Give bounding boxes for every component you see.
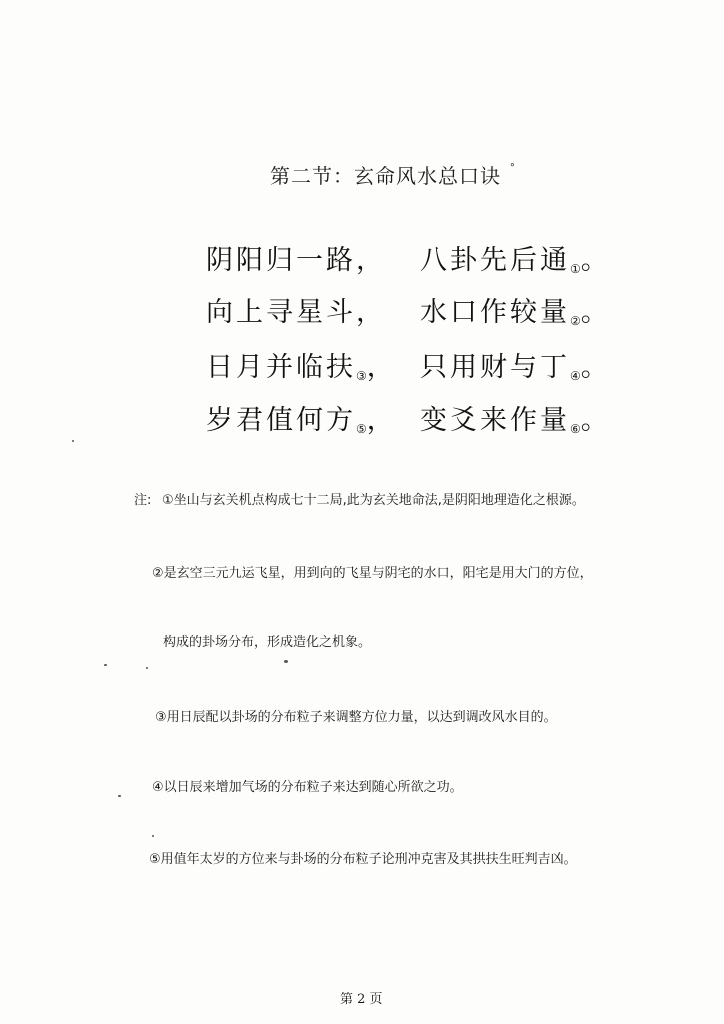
verse-4-left: 岁君值何方⑤， <box>206 405 397 436</box>
verse-2-left: 向上寻星斗， <box>206 297 386 328</box>
scan-speck <box>72 440 74 442</box>
note-4: ④以日辰来增加气场的分布粒子来达到随心所欲之功。 <box>152 780 463 795</box>
scan-speck <box>146 667 148 669</box>
note-5: ⑤用值年太岁的方位来与卦场的分布粒子论刑冲克害及其拱扶生旺判吉凶。 <box>149 852 577 867</box>
verse-note-ref: ④ <box>570 369 581 383</box>
verse-note-ref: ⑥ <box>570 422 581 436</box>
note-3: ③用日辰配以卦场的分布粒子来调整方位力量，以达到调改风水目的。 <box>155 710 557 725</box>
verse-note-ref: ① <box>570 262 581 276</box>
verse-note-ref: ⑤ <box>356 422 367 436</box>
scan-speck <box>118 795 121 797</box>
verse-3-right: 只用财与丁④。 <box>420 352 611 383</box>
section-title: 第二节：玄命风水总口诀 <box>270 164 501 188</box>
verse-1-left: 阴阳归一路， <box>206 245 386 276</box>
notes-label: 注: <box>134 493 152 508</box>
verse-3-left: 日月并临扶③， <box>206 352 397 383</box>
verse-4-right: 变爻来作量⑥。 <box>420 405 611 436</box>
verse-2-right: 水口作较量②。 <box>420 297 611 328</box>
scan-speck <box>284 660 288 663</box>
verse-note-ref: ③ <box>356 369 367 383</box>
scan-speck <box>104 664 107 666</box>
verse-note-ref: ② <box>570 314 581 328</box>
verse-1-right: 八卦先后通①。 <box>420 245 611 276</box>
title-mark: ᐤ <box>510 160 515 174</box>
page-number: 第 2 页 <box>340 992 383 1007</box>
note-1: ①坐山与玄关机点构成七十二局,此为玄关地命法,是阴阳地理造化之根源。 <box>162 493 585 508</box>
note-2-continuation: 构成的卦场分布，形成造化之机象。 <box>163 635 372 650</box>
note-2: ②是玄空三元九运飞星，用到向的飞星与阴宅的水口，阳宅是用大门的方位， <box>152 566 593 581</box>
scan-speck <box>152 835 154 837</box>
